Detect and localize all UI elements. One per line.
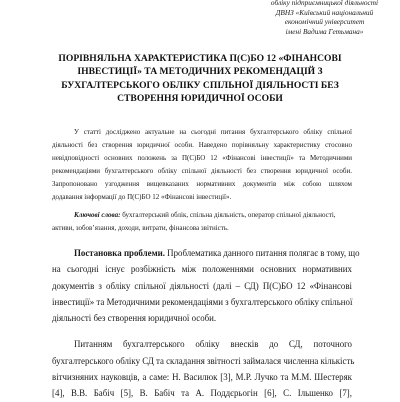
affiliation-line: ДВНЗ «Київський національний [275, 7, 374, 17]
body-line: бухгалтерського обліку СД та складання звітності займалася численна кількість [52, 355, 355, 366]
body-line: на сьогодні існує розбіжність між положеннями основних нормативних [52, 264, 352, 275]
body-line: Питанням бухгалтерського обліку внесків до СД, поточного [74, 339, 352, 350]
body-line: діяльності без створення юридичної особи. [52, 313, 217, 324]
title-line: СТВОРЕННЯ ЮРИДИЧНОЇ ОСОБИ [117, 93, 283, 105]
abstract-line: Запропоновано узгодження вищевказаних нормативних документів між собою шляхом [52, 180, 352, 188]
abstract-line: У статті досліджено актуальне на сьогодні питання бухгалтерського обліку спільної [74, 128, 352, 136]
problem-heading: Постановка проблеми. [74, 248, 165, 258]
body-line: вітчизняних науковців, а саме: Н. Василюк [3], М.Р. Лучко та М.М. Шестеряк [52, 372, 352, 383]
abstract-line: додавання інформації до П(С)БО 12 «Фінансові інвестиції». [52, 193, 232, 201]
affiliation-line: економічний університет [284, 17, 365, 27]
abstract-line: діяльності без створення юридичної особи. Наведено порівняльну характеристику стосовно [52, 141, 352, 149]
keywords-text: бухгалтерський облік, спільна діяльність, оператор спільної діяльності, [120, 211, 336, 219]
title-line: ІНВЕСТИЦІЇ» ТА МЕТОДИЧНИХ РЕКОМЕНДАЦІЙ З [77, 66, 323, 78]
abstract-line: невідповідності основних положень за П(С)БО 12 «Фінансові інвестиції» та Методичними [52, 154, 352, 162]
affiliation-line: обліку підприємницької діяльності [270, 0, 379, 7]
abstract [52, 126, 352, 204]
body-line: [4], В.В. Бабіч [5], В. Бабіч та А. Поддєрьогін [6], С. Ільшенко [7], [52, 388, 352, 399]
problem-text: Проблематика данного питання полягає в тому, що [164, 248, 360, 258]
title-line: БУХГАЛТЕРСЬКОГО ОБЛІКУ СПІЛЬНОЇ ДІЯЛЬНОСТІ БЕЗ [61, 79, 339, 91]
keywords [52, 209, 352, 235]
keywords-label: Ключові слова: [74, 211, 121, 219]
body-line: документів з обліку спільної діяльності (далі – СД) П(С)БО 12 «Фінансові [52, 280, 352, 291]
author-affiliation [252, 0, 397, 36]
paper-title [40, 52, 360, 106]
problem-first-line [52, 245, 360, 261]
abstract-line: рекомендаціями бухгалтерського обліку спільної діяльності без створення юридичної особи. [52, 167, 352, 175]
affiliation-line: імені Вадима Гетьмана» [285, 26, 364, 36]
title-line: ПОРІВНЯЛЬНА ХАРАКТЕРИСТИКА П(С)БО 12 «ФІНАНСОВІ [58, 53, 342, 64]
body-text [52, 245, 360, 402]
keywords-text: активи, зобов’язання, доходи, витрати, фінансова звітність. [52, 224, 229, 232]
body-line: інвестиції» та Методичними рекомендаціями з бухгалтерського обліку спільної [52, 296, 353, 307]
